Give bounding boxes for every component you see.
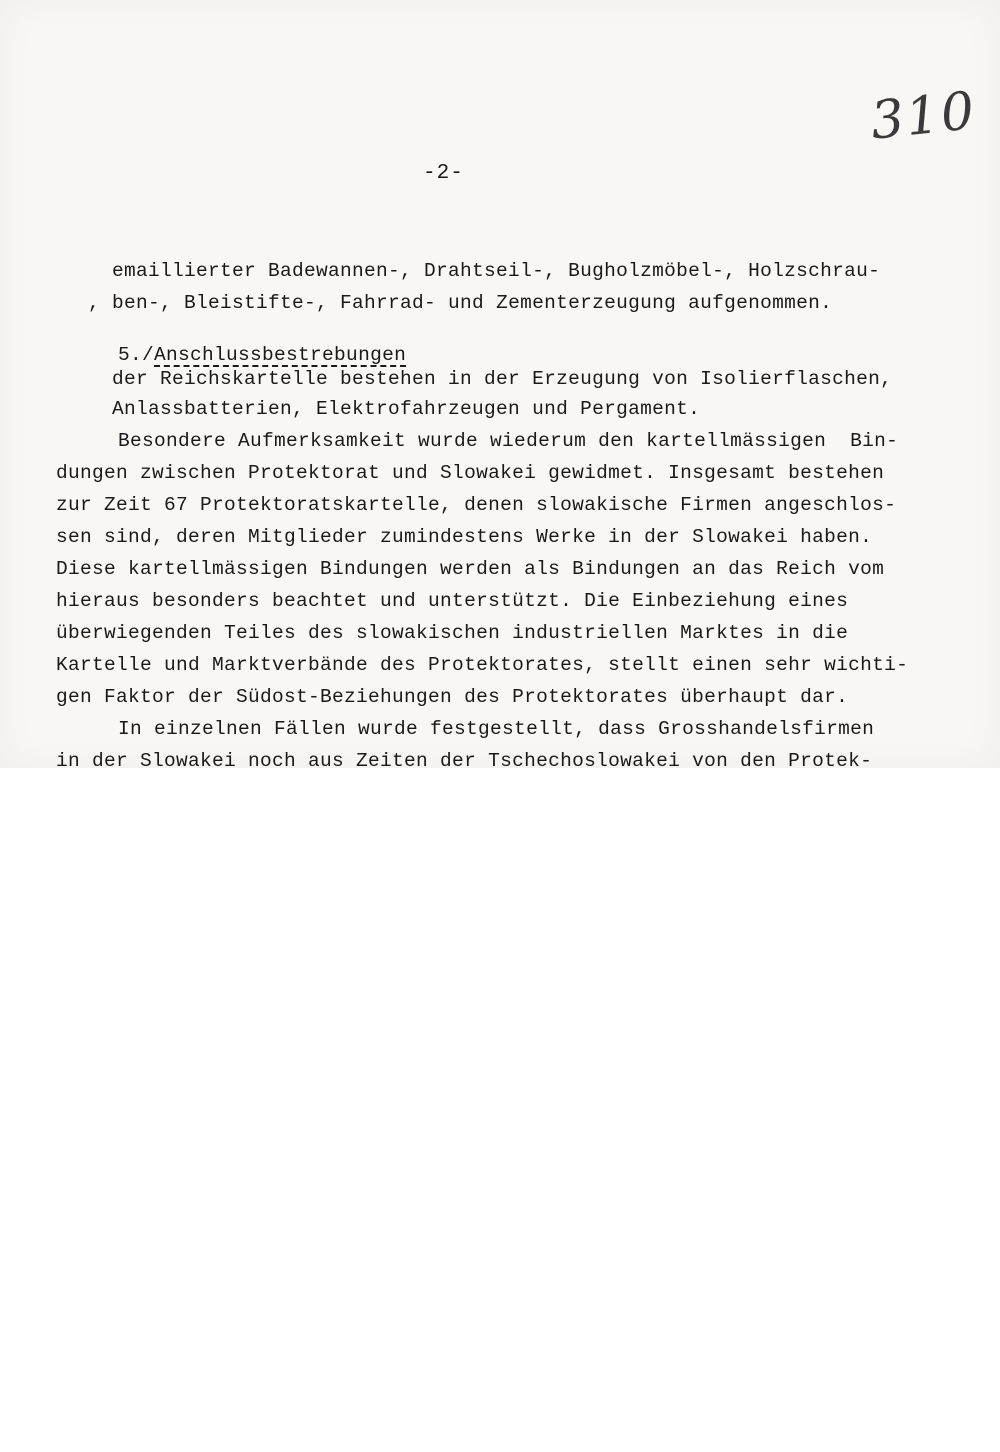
page-number: -2- bbox=[423, 162, 464, 185]
text-line: dungen zwischen Protektorat und Slowakei gewidmet. Insgesamt bestehen bbox=[56, 462, 885, 484]
text-line: gen Faktor der Südost-Beziehungen des Protektorates überhaupt dar. bbox=[56, 686, 849, 708]
handwritten-folio-number: 310 bbox=[868, 80, 979, 152]
text-line: In einzelnen Fällen wurde festgestellt, dass Grosshandelsfirmen bbox=[118, 718, 875, 740]
text-line: überwiegenden Teiles des slowakischen industriellen Marktes in die bbox=[56, 622, 849, 644]
text-line: sen sind, deren Mitglieder zumindestens Werke in der Slowakei haben. bbox=[56, 526, 873, 548]
text-line: zur Zeit 67 Protektoratskartelle, denen slowakische Firmen angeschlos- bbox=[56, 494, 897, 516]
text-line: Diese kartellmässigen Bindungen werden als Bindungen an das Reich vom bbox=[56, 558, 885, 580]
text-line: Anlassbatterien, Elektrofahrzeugen und Pergament. bbox=[112, 398, 701, 420]
section-number: 5./ bbox=[118, 343, 155, 366]
text-line: Kartelle und Marktverbände des Protektorates, stellt einen sehr wichti- bbox=[56, 654, 909, 676]
text-line: der Reichskartelle bestehen in der Erzeugung von Isolierflaschen, bbox=[112, 368, 893, 390]
text-line: Besondere Aufmerksamkeit wurde wiederum den kartellmässigen Bin- bbox=[118, 430, 899, 452]
text-line: emaillierter Badewannen-, Drahtseil-, Bugholzmöbel-, Holzschrau- bbox=[112, 260, 881, 282]
text-line: in der Slowakei noch aus Zeiten der Tschechoslowakei von den Protek- bbox=[56, 750, 873, 768]
section-title: Anschlussbestrebungen bbox=[154, 343, 407, 366]
text-line: , ben-, Bleistifte-, Fahrrad- und Zementerzeugung aufgenommen. bbox=[88, 292, 833, 314]
text-line: hieraus besonders beachtet und unterstützt. Die Einbeziehung eines bbox=[56, 590, 849, 612]
